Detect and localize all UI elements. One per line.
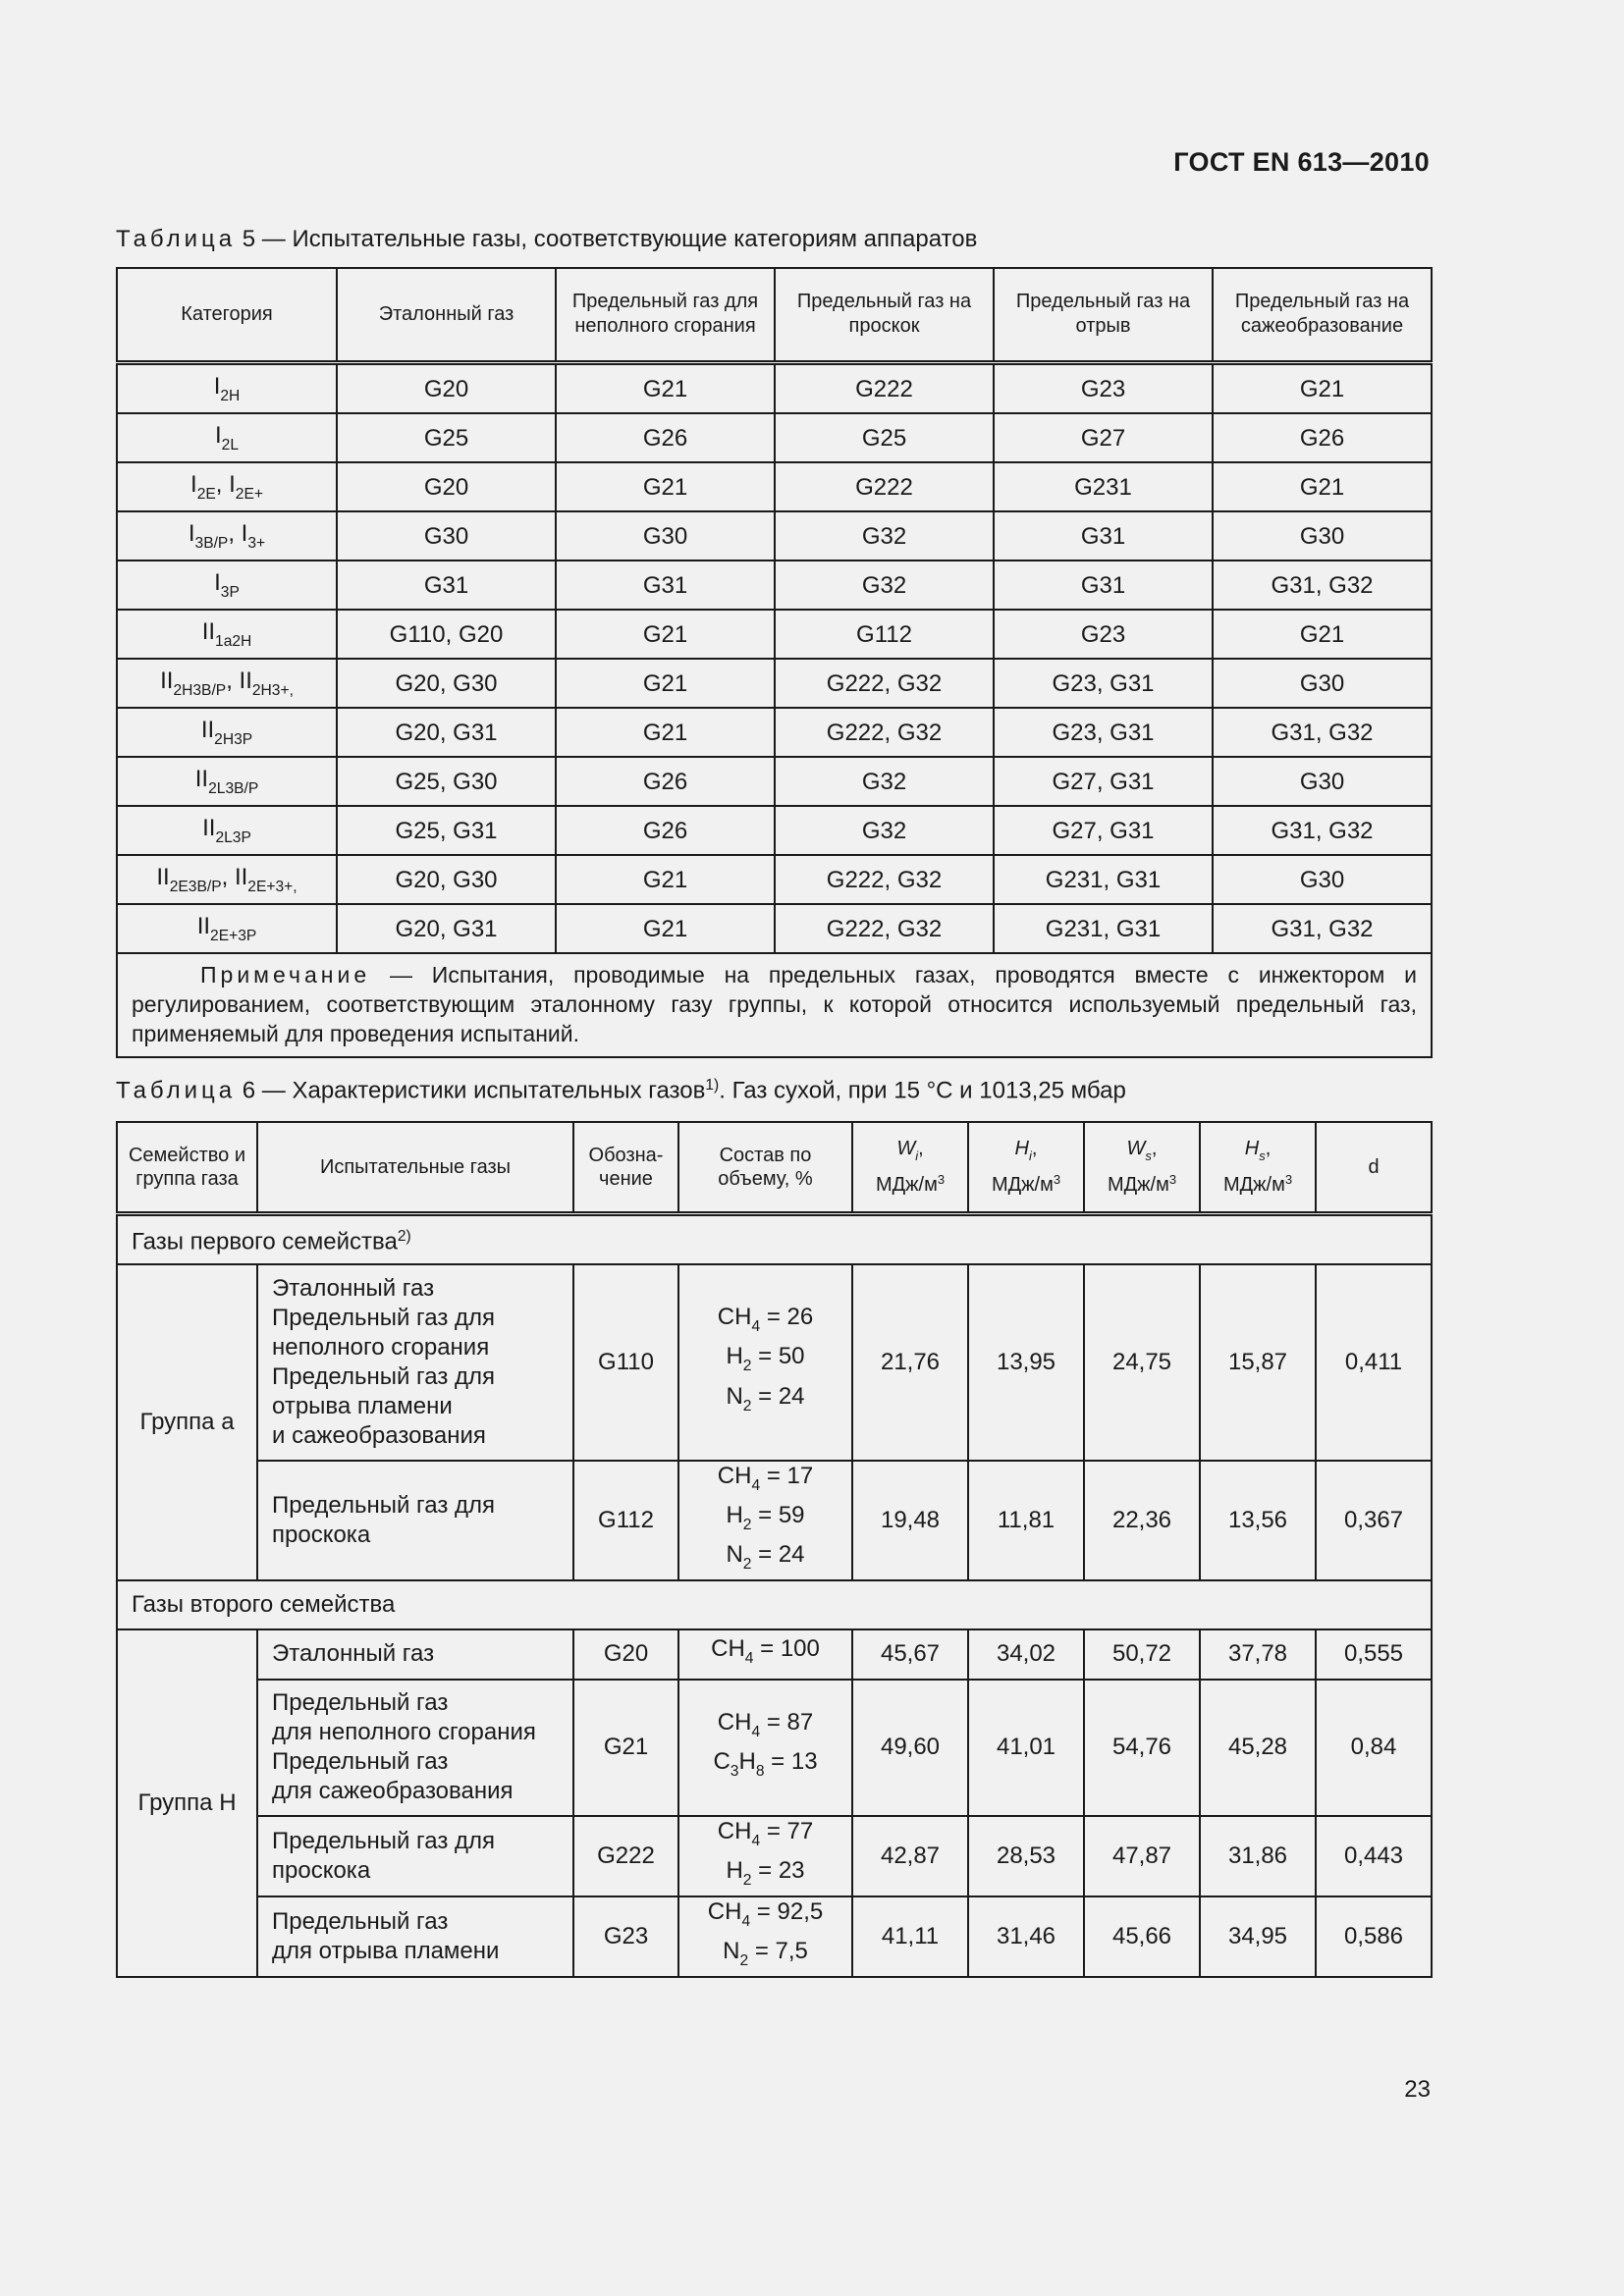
table5-row xyxy=(117,362,1432,413)
hs-cell: 34,95 xyxy=(1200,1896,1316,1977)
gases-line: проскока xyxy=(272,1521,371,1548)
header-hs: $H_s$, МДж/$м^3$ xyxy=(1200,1122,1316,1213)
page-number: 23 xyxy=(1404,2076,1431,2103)
table6-caption-tail: . Газ сухой, при 15 °С и 1013,25 мбар xyxy=(719,1077,1126,1104)
hs-cell: 13,56 xyxy=(1200,1461,1316,1580)
gas-cell: G31 xyxy=(337,561,556,610)
category-base: II xyxy=(200,716,215,743)
composition-line: $CH_4 = 100$ xyxy=(711,1635,820,1668)
hs-cell: 45,28 xyxy=(1200,1680,1316,1816)
category-sub: 2E3B/P xyxy=(169,879,222,895)
category-sub: 2E+3P xyxy=(210,928,257,944)
table5-caption-text: 5 — Испытательные газы, соответствующие категориям аппаратов xyxy=(242,226,978,252)
group-label: Группа a xyxy=(117,1264,257,1580)
gas-cell: G31, G32 xyxy=(1213,708,1432,757)
gas-cell: G21 xyxy=(556,659,775,708)
gas-cell: G21 xyxy=(556,855,775,904)
gas-cell: G30 xyxy=(337,511,556,561)
wi-cell: 41,11 xyxy=(852,1896,968,1977)
composition-line: $N_2 = 24$ xyxy=(726,1540,805,1573)
gases-line: Предельный газ xyxy=(272,1907,449,1935)
gas-cell: G222, G32 xyxy=(775,659,994,708)
gas-cell: G20, G31 xyxy=(337,708,556,757)
gas-cell: G21 xyxy=(1213,610,1432,659)
gases-line: для сажеобразования xyxy=(272,1778,514,1805)
gas-cell: G32 xyxy=(775,757,994,806)
gases-cell xyxy=(257,1680,573,1816)
gas-cell: G27, G31 xyxy=(994,806,1213,855)
category-base: II xyxy=(202,814,216,841)
category-base2: , II xyxy=(226,667,252,694)
gas-cell: G31 xyxy=(994,511,1213,561)
category-base: II xyxy=(156,863,170,890)
wi-cell: 45,67 xyxy=(852,1629,968,1680)
hi-cell: 41,01 xyxy=(968,1680,1084,1816)
table6-row xyxy=(117,1461,1432,1580)
gas-cell: G21 xyxy=(1213,362,1432,413)
category-sub: 3B/P xyxy=(194,535,229,552)
gases-line: Предельный газ xyxy=(272,1748,449,1776)
d-cell: 0,84 xyxy=(1316,1680,1432,1816)
gases-line: и сажеобразования xyxy=(272,1421,486,1449)
category-sub: 2L3P xyxy=(215,829,251,846)
category-cell xyxy=(117,757,337,806)
designation-cell: G222 xyxy=(573,1816,678,1896)
table5-row xyxy=(117,511,1432,561)
table5-note xyxy=(117,953,1432,1057)
gas-cell: G20, G30 xyxy=(337,659,556,708)
table5-row xyxy=(117,413,1432,462)
category-sub2: 3+ xyxy=(247,535,266,552)
gas-cell: G222 xyxy=(775,362,994,413)
table5 xyxy=(116,267,1433,1058)
designation-cell: G23 xyxy=(573,1896,678,1977)
gas-cell: G31, G32 xyxy=(1213,806,1432,855)
gases-line: проскока xyxy=(272,1856,371,1884)
hi-cell: 11,81 xyxy=(968,1461,1084,1580)
gas-cell: G31, G32 xyxy=(1213,904,1432,953)
table5-header: Предельный газ на отрыв xyxy=(994,268,1213,362)
gas-cell: G30 xyxy=(1213,511,1432,561)
category-sub: 2H3B/P xyxy=(173,682,227,699)
document-code: ГОСТ EN 613—2010 xyxy=(1173,147,1430,177)
gas-cell: G25 xyxy=(337,413,556,462)
hi-cell: 34,02 xyxy=(968,1629,1084,1680)
gas-cell: G25, G30 xyxy=(337,757,556,806)
gas-cell: G26 xyxy=(556,413,775,462)
gas-cell: G23 xyxy=(994,610,1213,659)
ws-cell: 47,87 xyxy=(1084,1816,1200,1896)
ws-cell: 22,36 xyxy=(1084,1461,1200,1580)
composition-line: $CH_4 = 87$ xyxy=(717,1709,814,1741)
composition-line: $C_3H_8 = 13$ xyxy=(713,1748,818,1781)
table6 xyxy=(116,1121,1433,1978)
gas-cell: G231, G31 xyxy=(994,855,1213,904)
table5-row xyxy=(117,806,1432,855)
section-row xyxy=(117,1213,1432,1264)
category-cell xyxy=(117,904,337,953)
gas-cell: G20 xyxy=(337,462,556,511)
header-composition: Состав по объему, % xyxy=(678,1122,852,1213)
category-cell xyxy=(117,362,337,413)
hi-cell: 13,95 xyxy=(968,1264,1084,1461)
table6-caption xyxy=(116,1077,1126,1105)
gas-cell: G21 xyxy=(556,362,775,413)
category-sub: 2L3B/P xyxy=(208,780,259,797)
table5-row xyxy=(117,610,1432,659)
gas-cell: G23 xyxy=(994,362,1213,413)
category-base: I xyxy=(188,519,195,547)
composition-line: $CH_4 = 92,5$ xyxy=(707,1897,824,1930)
table5-row xyxy=(117,708,1432,757)
table5-row xyxy=(117,855,1432,904)
composition-line: $H_2 = 50$ xyxy=(726,1343,805,1375)
gas-cell: G30 xyxy=(1213,757,1432,806)
category-cell xyxy=(117,610,337,659)
composition-cell xyxy=(678,1680,852,1816)
gas-cell: G30 xyxy=(556,511,775,561)
ws-cell: 50,72 xyxy=(1084,1629,1200,1680)
gas-cell: G27, G31 xyxy=(994,757,1213,806)
gas-cell: G231 xyxy=(994,462,1213,511)
gas-cell: G21 xyxy=(1213,462,1432,511)
category-sub2: 2H3+, xyxy=(251,682,294,699)
category-cell xyxy=(117,708,337,757)
section-first-family: Газы первого семейства$^{2)}$ xyxy=(117,1213,1432,1264)
category-base: I xyxy=(190,470,197,498)
table6-caption-footnote: 1) xyxy=(705,1077,720,1094)
gas-cell: G23, G31 xyxy=(994,708,1213,757)
category-cell xyxy=(117,511,337,561)
ws-cell: 24,75 xyxy=(1084,1264,1200,1461)
gas-cell: G25, G31 xyxy=(337,806,556,855)
table5-header: Предельный газ на проскок xyxy=(775,268,994,362)
gases-line: Предельный газ для xyxy=(272,1304,496,1331)
category-base: II xyxy=(196,912,211,939)
designation-cell: G21 xyxy=(573,1680,678,1816)
d-cell: 0,586 xyxy=(1316,1896,1432,1977)
gas-cell: G31 xyxy=(994,561,1213,610)
category-base2: , I xyxy=(215,470,236,498)
composition-line: $H_2 = 23$ xyxy=(726,1856,805,1889)
table6-row xyxy=(117,1816,1432,1896)
category-cell xyxy=(117,806,337,855)
table5-note-row xyxy=(117,953,1432,1057)
category-cell xyxy=(117,855,337,904)
category-base: II xyxy=(160,667,174,694)
category-sub: 3P xyxy=(220,584,240,601)
hi-cell: 31,46 xyxy=(968,1896,1084,1977)
gases-line: Предельный газ xyxy=(272,1689,449,1717)
table6-row xyxy=(117,1264,1432,1461)
gas-cell: G32 xyxy=(775,806,994,855)
gas-cell: G222, G32 xyxy=(775,904,994,953)
table5-caption xyxy=(116,226,977,253)
d-cell: 0,367 xyxy=(1316,1461,1432,1580)
gas-cell: G20 xyxy=(337,362,556,413)
gases-line: Предельный газ для xyxy=(272,1491,496,1519)
designation-cell: G110 xyxy=(573,1264,678,1461)
gas-cell: G21 xyxy=(556,610,775,659)
category-base: II xyxy=(201,617,216,645)
ws-cell: 54,76 xyxy=(1084,1680,1200,1816)
category-base: I xyxy=(214,421,222,449)
gas-cell: G222, G32 xyxy=(775,708,994,757)
gas-cell: G20, G30 xyxy=(337,855,556,904)
header-ws: $W_s$, МДж/$м^3$ xyxy=(1084,1122,1200,1213)
gases-cell xyxy=(257,1629,573,1680)
wi-cell: 21,76 xyxy=(852,1264,968,1461)
category-cell xyxy=(117,462,337,511)
composition-cell xyxy=(678,1896,852,1977)
header-family: Семейство и группа газа xyxy=(117,1122,257,1213)
table5-header: Эталонный газ xyxy=(337,268,556,362)
category-sub2: 2E+ xyxy=(235,486,263,503)
gas-cell: G25 xyxy=(775,413,994,462)
table6-caption-text: 6 — Характеристики испытательных газов xyxy=(242,1077,706,1104)
table5-row xyxy=(117,659,1432,708)
category-base: II xyxy=(194,765,209,792)
table5-header: Предельный газ для неполного сгорания xyxy=(556,268,775,362)
category-base: I xyxy=(213,372,221,400)
category-base2: , I xyxy=(228,519,248,547)
table5-header-row xyxy=(117,268,1432,362)
gas-cell: G21 xyxy=(556,462,775,511)
gas-cell: G30 xyxy=(1213,659,1432,708)
gas-cell: G26 xyxy=(556,757,775,806)
gas-cell: G231, G31 xyxy=(994,904,1213,953)
designation-cell: G20 xyxy=(573,1629,678,1680)
composition-line: $H_2 = 59$ xyxy=(726,1501,805,1533)
category-sub: 2E xyxy=(196,486,216,503)
header-designation: Обозна-чение xyxy=(573,1122,678,1213)
header-hi: $H_i$, МДж/$м^3$ xyxy=(968,1122,1084,1213)
d-cell: 0,443 xyxy=(1316,1816,1432,1896)
gases-line: Предельный газ для xyxy=(272,1827,496,1854)
wi-cell: 49,60 xyxy=(852,1680,968,1816)
gas-cell: G32 xyxy=(775,511,994,561)
composition-cell xyxy=(678,1461,852,1580)
gas-cell: G27 xyxy=(994,413,1213,462)
composition-cell xyxy=(678,1816,852,1896)
gas-cell: G112 xyxy=(775,610,994,659)
composition-cell xyxy=(678,1264,852,1461)
wi-cell: 19,48 xyxy=(852,1461,968,1580)
category-sub: 2H xyxy=(220,388,241,404)
gas-cell: G26 xyxy=(556,806,775,855)
composition-line: $CH_4 = 26$ xyxy=(717,1304,814,1336)
gases-line: для неполного сгорания xyxy=(272,1719,536,1746)
gases-line: отрыва пламени xyxy=(272,1392,453,1419)
gas-cell: G26 xyxy=(1213,413,1432,462)
table5-row xyxy=(117,904,1432,953)
table6-header-row xyxy=(117,1122,1432,1213)
header-gases: Испытательные газы xyxy=(257,1122,573,1213)
category-cell xyxy=(117,561,337,610)
gas-cell: G21 xyxy=(556,708,775,757)
gas-cell: G20, G31 xyxy=(337,904,556,953)
table6-row xyxy=(117,1629,1432,1680)
gas-cell: G222, G32 xyxy=(775,855,994,904)
ws-cell: 45,66 xyxy=(1084,1896,1200,1977)
table5-row xyxy=(117,757,1432,806)
hs-cell: 37,78 xyxy=(1200,1629,1316,1680)
note-head: Примечание xyxy=(200,961,371,988)
composition-line: $CH_4 = 77$ xyxy=(717,1817,814,1849)
gas-cell: G30 xyxy=(1213,855,1432,904)
gas-cell: G222 xyxy=(775,462,994,511)
category-base: I xyxy=(214,568,221,596)
table6-caption-prefix: Таблица xyxy=(116,1077,237,1104)
wi-cell: 42,87 xyxy=(852,1816,968,1896)
category-sub2: 2E+3+, xyxy=(247,879,298,895)
header-d: d xyxy=(1316,1122,1432,1213)
category-cell xyxy=(117,659,337,708)
gas-cell: G110, G20 xyxy=(337,610,556,659)
table6-row xyxy=(117,1896,1432,1977)
category-sub: 2L xyxy=(221,437,240,454)
gas-cell: G32 xyxy=(775,561,994,610)
gas-cell: G23, G31 xyxy=(994,659,1213,708)
d-cell: 0,411 xyxy=(1316,1264,1432,1461)
category-base2: , II xyxy=(221,863,248,890)
category-cell xyxy=(117,413,337,462)
gases-line: Эталонный газ xyxy=(272,1640,435,1668)
gases-line: Эталонный газ xyxy=(272,1274,435,1302)
table5-header: Предельный газ на сажеобразование xyxy=(1213,268,1432,362)
composition-line: $N_2 = 24$ xyxy=(726,1382,805,1415)
hs-cell: 31,86 xyxy=(1200,1816,1316,1896)
gases-cell xyxy=(257,1461,573,1580)
gas-cell: G31 xyxy=(556,561,775,610)
hi-cell: 28,53 xyxy=(968,1816,1084,1896)
note-text: — Испытания, проводимые на предельных газах, проводятся вместе с инжектором и регулированием, соответствующим эталонному газу группы, к которой относится используемый предельный газ, применяемый для проведения испытаний. xyxy=(132,961,1417,1046)
gases-line: Предельный газ для xyxy=(272,1362,496,1390)
gases-line: для отрыва пламени xyxy=(272,1937,500,1964)
d-cell: 0,555 xyxy=(1316,1629,1432,1680)
gas-cell: G31, G32 xyxy=(1213,561,1432,610)
composition-cell xyxy=(678,1629,852,1680)
composition-line: $CH_4 = 17$ xyxy=(717,1462,814,1494)
table5-row xyxy=(117,561,1432,610)
hs-cell: 15,87 xyxy=(1200,1264,1316,1461)
gases-cell xyxy=(257,1264,573,1461)
category-sub: 1a2H xyxy=(215,633,252,650)
header-wi: $W_i$, МДж/$м^3$ xyxy=(852,1122,968,1213)
gases-cell xyxy=(257,1816,573,1896)
table6-row xyxy=(117,1680,1432,1816)
section-second-family: Газы второго семейства xyxy=(117,1580,1432,1629)
table5-header: Категория xyxy=(117,268,337,362)
gases-line: неполного сгорания xyxy=(272,1333,490,1361)
designation-cell: G112 xyxy=(573,1461,678,1580)
category-sub: 2H3P xyxy=(214,731,253,748)
group-label: Группа Н xyxy=(117,1629,257,1977)
section-row xyxy=(117,1580,1432,1629)
composition-line: $N_2 = 7,5$ xyxy=(723,1937,808,1969)
table5-row xyxy=(117,462,1432,511)
gases-cell xyxy=(257,1896,573,1977)
table5-caption-prefix: Таблица xyxy=(116,226,237,252)
gas-cell: G21 xyxy=(556,904,775,953)
